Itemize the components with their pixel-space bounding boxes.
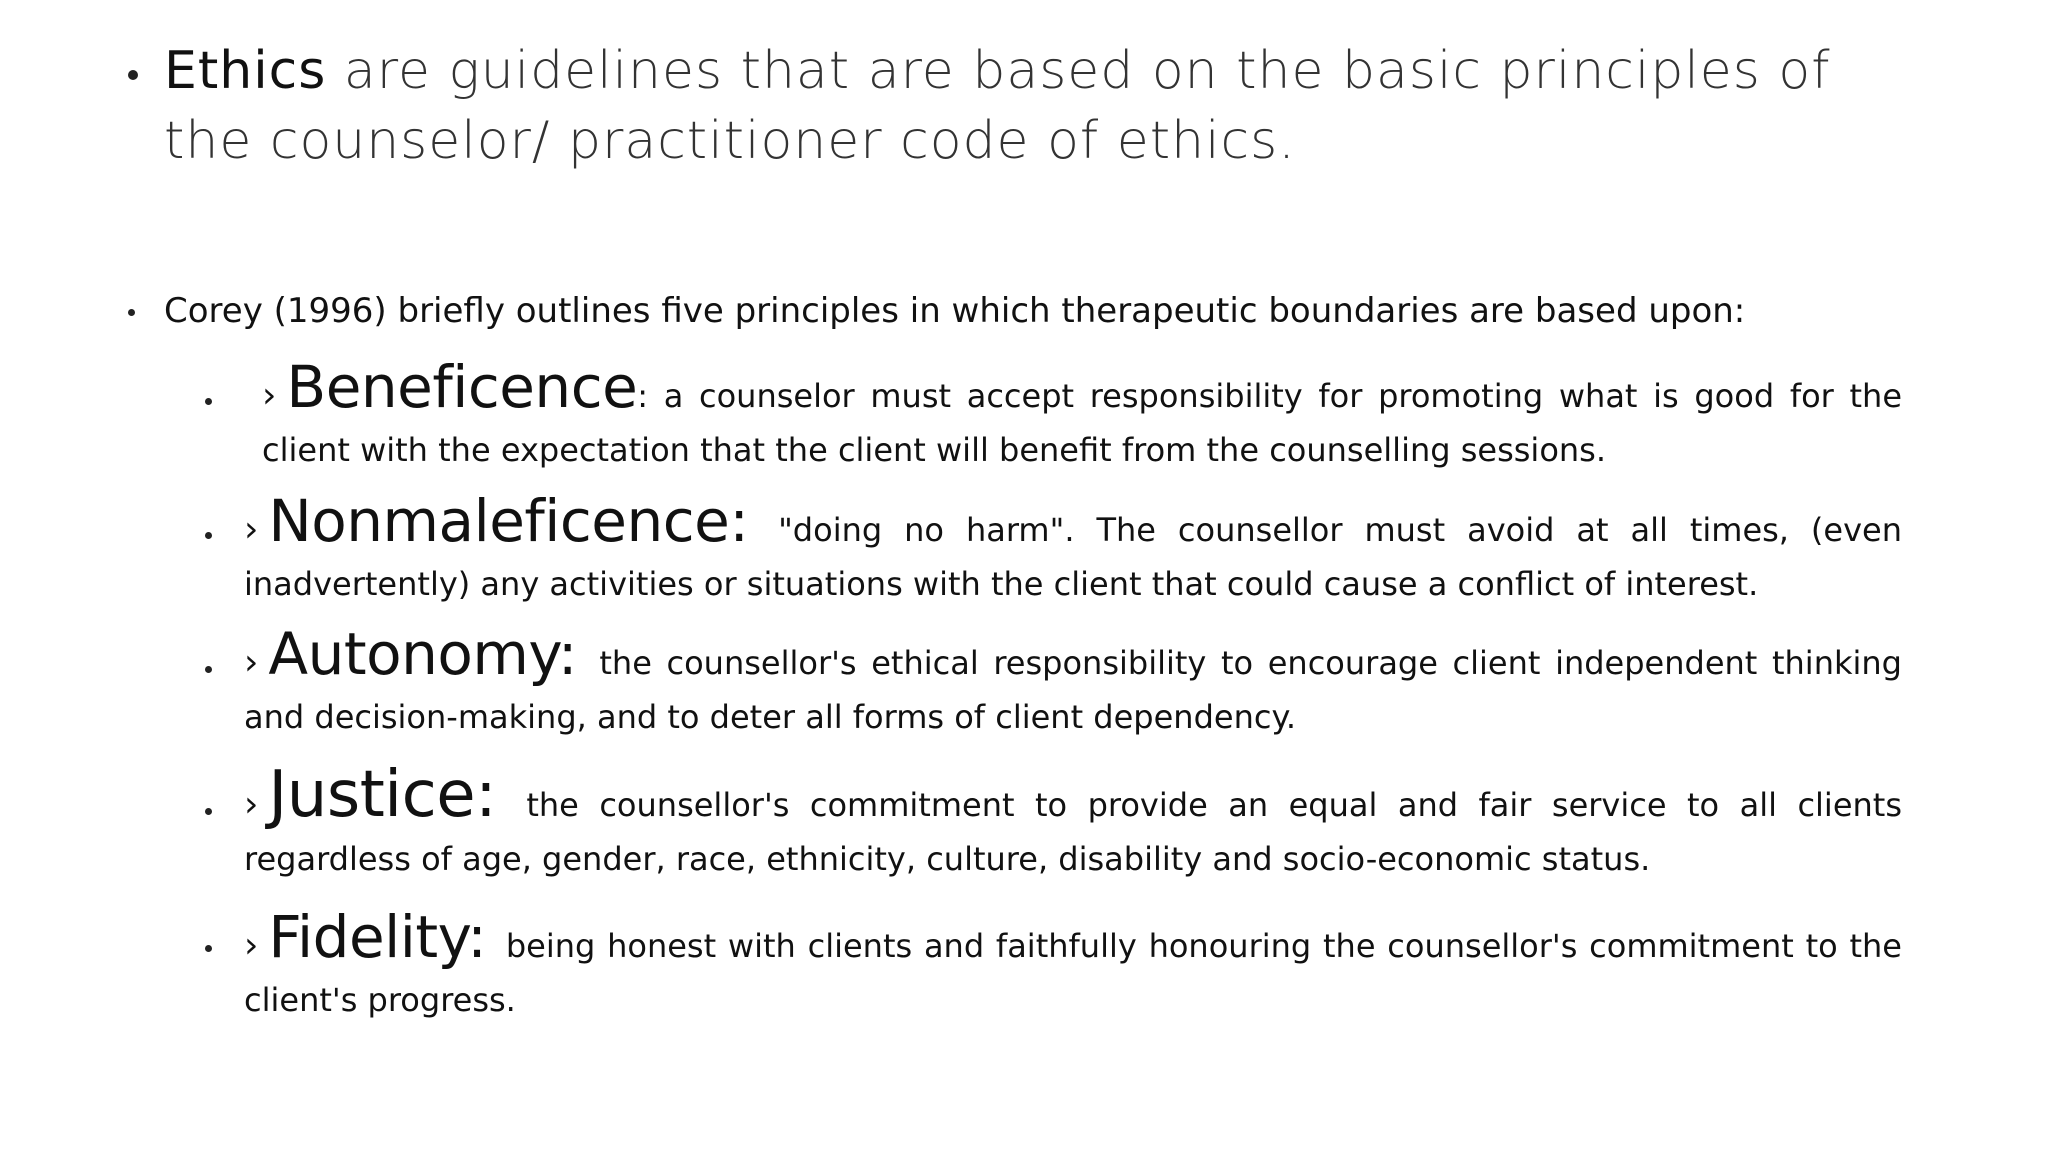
ethics-text: are guidelines that are based on the basic principles of the counselor/ practitioner code of ethics. bbox=[164, 41, 1831, 171]
ethics-keyword: Ethics bbox=[164, 41, 327, 101]
principle-fidelity bbox=[244, 903, 1902, 1027]
principle-beneficence bbox=[262, 353, 1902, 477]
principle-description: the counsellor's commitment to provide an equal and fair service to all clients regardless of age, gender, race, ethnicity, culture, disability and socio-economic status. bbox=[244, 786, 1903, 878]
principle-autonomy bbox=[244, 620, 1902, 744]
principle-nonmaleficence bbox=[244, 487, 1902, 611]
bullet-dot bbox=[205, 666, 212, 673]
chevron-right-icon: › bbox=[244, 642, 259, 683]
principle-term: Nonmaleficence: bbox=[268, 487, 779, 555]
ethics-paragraph bbox=[164, 36, 1904, 176]
principle-justice bbox=[244, 758, 1903, 886]
corey-intro bbox=[164, 288, 1924, 334]
bullet-dot bbox=[205, 945, 212, 952]
chevron-right-icon: › bbox=[244, 925, 259, 966]
bullet-dot bbox=[205, 808, 212, 815]
chevron-right-icon: › bbox=[244, 509, 259, 550]
chevron-right-icon: › bbox=[262, 375, 277, 416]
principle-description: : a counselor must accept responsibility for promoting what is good for the client with the expectation that the client will benefit from the counselling sessions. bbox=[262, 377, 1902, 469]
principle-term: Fidelity: bbox=[268, 903, 506, 971]
principle-term: Beneficence bbox=[286, 353, 638, 421]
ethics-definition bbox=[164, 36, 1904, 176]
bullet-dot bbox=[128, 309, 135, 316]
chevron-right-icon: › bbox=[244, 784, 259, 825]
corey-text: Corey (1996) briefly outlines five principles in which therapeutic boundaries are based upon: bbox=[164, 291, 1746, 331]
bullet-dot bbox=[205, 532, 212, 539]
principle-term: Justice: bbox=[268, 758, 527, 832]
principle-description: "doing no harm". The counsellor must avoid at all times, (even inadvertently) any activities or situations with the client that could cause a conflict of interest. bbox=[244, 511, 1902, 603]
principle-term: Autonomy: bbox=[268, 620, 600, 688]
principle-description: the counsellor's ethical responsibility to encourage client independent thinking and decision-making, and to deter all forms of client dependency. bbox=[244, 644, 1902, 736]
bullet-dot bbox=[128, 70, 138, 80]
bullet-dot bbox=[205, 398, 212, 405]
principle-description: being honest with clients and faithfully honouring the counsellor's commitment to the client's progress. bbox=[244, 927, 1902, 1019]
